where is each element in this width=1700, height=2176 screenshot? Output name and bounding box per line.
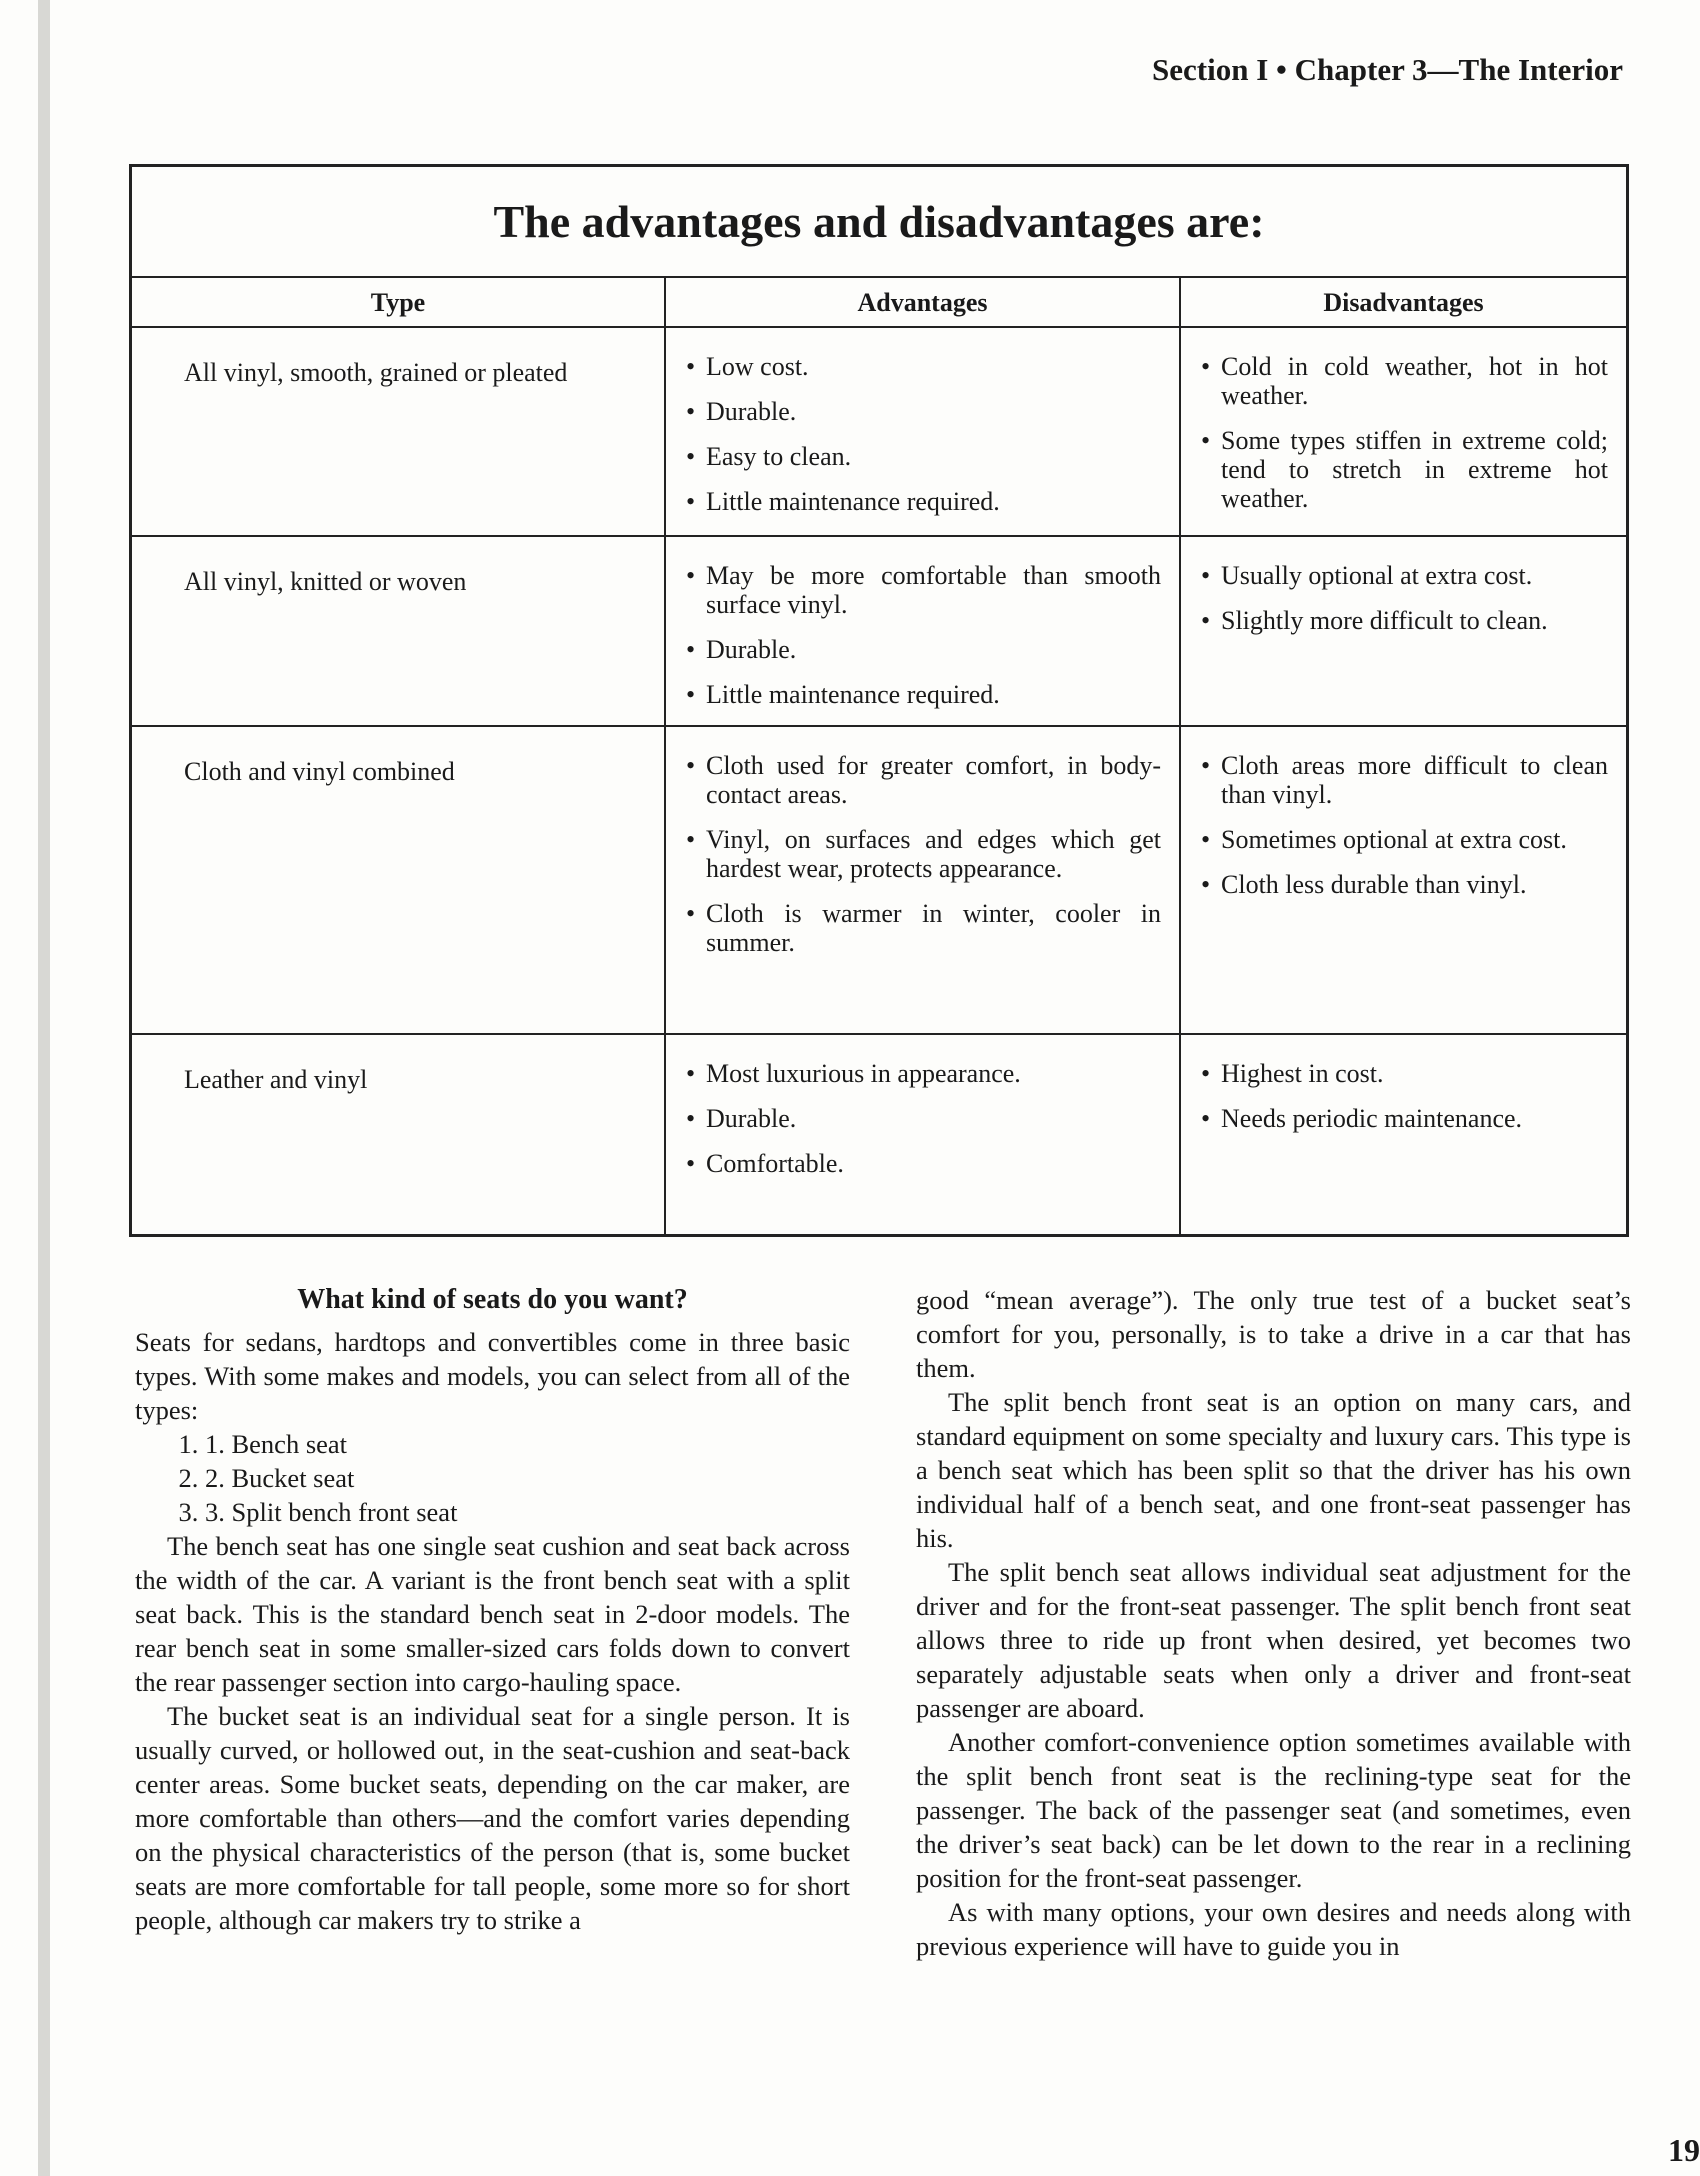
paragraph: The bench seat has one single seat cushion and seat back across the width of the car. A variant is the front bench seat with a split seat back. This is the standard bench seat in 2-door models. The rear bench seat in some smaller-sized cars folds down to convert the rear passenger section into cargo-hauling space. [135, 1531, 850, 1697]
advantage-item: • Durable. [706, 1104, 1161, 1133]
header-advantages: Advantages [665, 277, 1180, 327]
disadvantage-item: • Cold in cold weather, hot in hot weather. [1221, 352, 1608, 410]
article-column-right [916, 1283, 1631, 1963]
advantage-item: • Easy to clean. [706, 442, 1161, 471]
advantage-item: • Cloth used for greater comfort, in body-contact areas. [706, 751, 1161, 809]
disadvantage-item: • Cloth areas more difficult to clean than vinyl. [1221, 751, 1608, 809]
paragraph: Seats for sedans, hardtops and convertibles come in three basic types. With some makes and models, you can select from all of the types: [135, 1327, 850, 1425]
paragraph: The split bench seat allows individual seat adjustment for the driver and for the front-seat passenger. The split bench front seat allows three to ride up front when desired, yet becomes two separately adjustable seats when only a driver and front-seat passenger are aboard. [916, 1557, 1631, 1723]
table-row [131, 536, 1628, 726]
list-item: 3. 3. Split bench front seat [205, 1495, 850, 1529]
advantage-item: • Vinyl, on surfaces and edges which get hardest wear, protects appearance. [706, 825, 1161, 883]
advantage-item: • Comfortable. [706, 1149, 1161, 1178]
table-title: The advantages and disadvantages are: [131, 166, 1628, 278]
advantage-item: • May be more comfortable than smooth surface vinyl. [706, 561, 1161, 619]
paragraph: As with many options, your own desires and needs along with previous experience will have to guide you in [916, 1897, 1631, 1961]
table-row [131, 1034, 1628, 1235]
list-item: 2. 2. Bucket seat [205, 1461, 850, 1495]
advantage-item: • Little maintenance required. [706, 680, 1161, 709]
advantage-item: • Low cost. [706, 352, 1161, 381]
paragraph: good “mean average”). The only true test of a bucket seat’s comfort for you, personally, is to take a drive in a car that has them. [916, 1285, 1631, 1383]
type-cell: All vinyl, smooth, grained or pleated [131, 327, 666, 536]
advantage-item: • Cloth is warmer in winter, cooler in summer. [706, 899, 1161, 957]
disadvantage-item: • Sometimes optional at extra cost. [1221, 825, 1608, 854]
type-cell: All vinyl, knitted or woven [131, 536, 666, 726]
paragraph: The split bench front seat is an option on many cars, and standard equipment on some specialty and luxury cars. This type is a bench seat which has been split so that the driver has his own individual half of a bench seat, and one front-seat passenger has his. [916, 1387, 1631, 1553]
paragraph: Another comfort-convenience option sometimes available with the split bench front seat is the reclining-type seat for the passenger. The back of the passenger seat (and sometimes, even the driver’s seat back) can be let down to the rear in a reclining position for the front-seat passenger. [916, 1727, 1631, 1893]
table-row [131, 327, 1628, 536]
advantage-item: • Durable. [706, 397, 1161, 426]
page-number: 19 [1668, 2132, 1700, 2168]
advantage-item: • Little maintenance required. [706, 487, 1161, 516]
section-heading: What kind of seats do you want? [297, 1284, 688, 1315]
type-cell: Cloth and vinyl combined [131, 726, 666, 1034]
disadvantage-item: • Slightly more difficult to clean. [1221, 606, 1608, 635]
header-disadvantages: Disadvantages [1180, 277, 1628, 327]
running-head: Section I • Chapter 3—The Interior [1152, 52, 1623, 87]
advantage-item: • Durable. [706, 635, 1161, 664]
disadvantage-item: • Cloth less durable than vinyl. [1221, 870, 1608, 899]
disadvantage-item: • Highest in cost. [1221, 1059, 1608, 1088]
seat-types-list [135, 1427, 850, 1529]
type-cell: Leather and vinyl [131, 1034, 666, 1235]
binding-margin [38, 0, 50, 2176]
table-row [131, 726, 1628, 1034]
header-type: Type [131, 277, 666, 327]
paragraph: The bucket seat is an individual seat for a single person. It is usually curved, or hollowed out, in the seat-cushion and seat-back center areas. Some bucket seats, depending on the car maker, are more comfortable than others—and the comfort varies depending on the physical characteristics of the person (that is, some bucket seats are more comfortable for tall people, some more so for short people, although car makers try to strike a [135, 1701, 850, 1935]
list-item: 1. 1. Bench seat [205, 1427, 850, 1461]
article-column-left [135, 1283, 850, 1937]
advantage-item: • Most luxurious in appearance. [706, 1059, 1161, 1088]
disadvantage-item: • Some types stiffen in extreme cold; tend to stretch in extreme hot weather. [1221, 426, 1608, 513]
disadvantage-item: • Needs periodic maintenance. [1221, 1104, 1608, 1133]
advantages-table [129, 164, 1629, 1237]
disadvantage-item: • Usually optional at extra cost. [1221, 561, 1608, 590]
